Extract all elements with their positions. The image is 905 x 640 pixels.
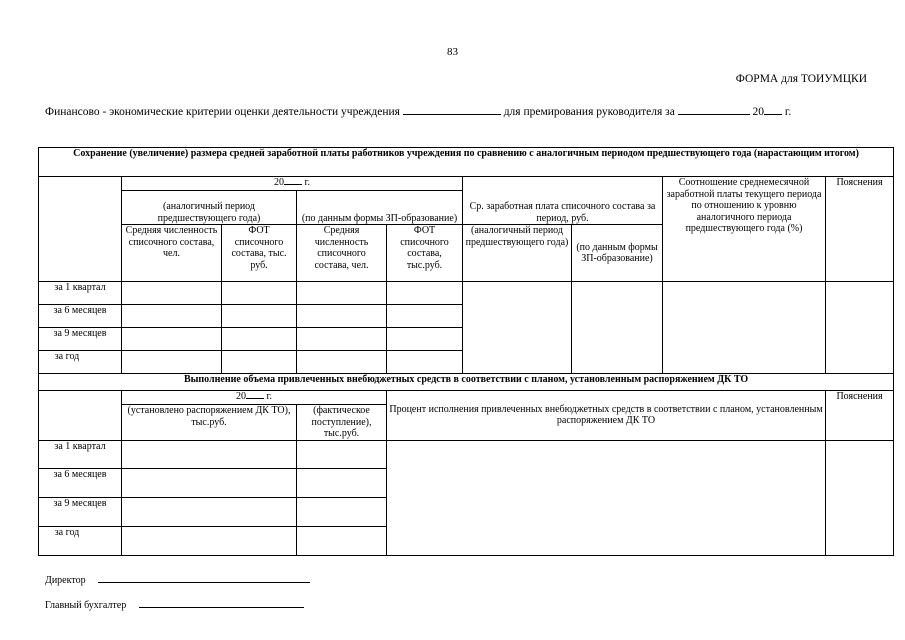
year-suffix: г. [304,177,310,188]
row-label-6m: за 6 месяцев [39,305,122,328]
input-cell[interactable] [222,351,297,374]
input-cell[interactable] [122,282,222,305]
col-notes: Пояснения [826,177,894,282]
row-label-q1-2: за 1 квартал [39,440,122,468]
institution-blank[interactable] [403,104,501,115]
subtitle-part2: для премирования руководителя за [503,106,675,118]
input-cell[interactable] [222,282,297,305]
row-label-header-cell-2 [39,391,122,441]
col-notes-2: Пояснения [826,391,894,441]
year-suffix-2: г. [266,391,272,402]
input-cell[interactable] [826,282,894,374]
col-actual: (фактическое поступление), тыс.руб. [297,405,387,441]
input-cell[interactable] [663,282,826,374]
form-subtitle [45,104,791,118]
input-cell[interactable] [122,305,222,328]
input-cell[interactable] [297,328,387,351]
col-percent: Процент исполнения привлеченных внебюджетных средств в соответствии с планом, установленным распоряжением ДК ТО [387,391,826,441]
row-label-q1: за 1 квартал [39,282,122,305]
subtitle-year-suffix: г. [784,106,792,118]
year-blank[interactable] [764,104,782,115]
year-label-2: 20 [236,391,246,402]
sub-avg-count-2: Средняя численность списочного состава, чел. [297,225,387,282]
page-number: 83 [447,46,458,58]
row-label-9m: за 9 месяцев [39,328,122,351]
input-cell[interactable] [297,468,387,497]
subtitle-part1: Финансово - экономические критерии оценки деятельности учреждения [45,106,400,118]
year-blank-1[interactable] [284,184,302,185]
sub-analog-period: (аналогичный период предшествующего года) [463,225,572,282]
chief-accountant-signature [45,600,304,611]
input-cell[interactable] [297,351,387,374]
row-label-9m-2: за 9 месяцев [39,497,122,526]
year-header [122,177,463,191]
section1-header: Сохранение (увеличение) размера средней заработной платы работников учреждения по сравнению с аналогичным периодом предшествующего года (нарастающим итогом) [39,148,894,177]
sub-fot-2: ФОТ списочного состава, тыс.руб. [387,225,463,282]
chief-accountant-label: Главный бухгалтер [45,600,127,611]
form-title: ФОРМА для ТОИУМЦКИ [735,73,867,85]
input-cell[interactable] [122,351,222,374]
input-cell[interactable] [826,440,894,555]
year-blank-2[interactable] [246,398,264,399]
input-cell[interactable] [222,305,297,328]
row-label-header-cell [39,177,122,282]
input-cell[interactable] [572,282,663,374]
year-header-2 [122,391,387,405]
row-label-year-2: за год [39,526,122,555]
director-label: Директор [45,575,86,586]
input-cell[interactable] [387,305,463,328]
sub-avg-count-1: Средняя численность списочного состава, чел. [122,225,222,282]
input-cell[interactable] [387,440,826,555]
input-cell[interactable] [463,282,572,374]
salary-table [38,147,894,556]
director-signature-line[interactable] [98,582,310,583]
input-cell[interactable] [122,468,297,497]
input-cell[interactable] [297,282,387,305]
input-cell[interactable] [297,440,387,468]
section2-header: Выполнение объема привлеченных внебюджетных средств в соответствии с планом, установленным распоряжением ДК ТО [39,374,894,391]
input-cell[interactable] [122,328,222,351]
input-cell[interactable] [122,526,297,555]
chief-accountant-signature-line[interactable] [139,607,304,608]
input-cell[interactable] [387,351,463,374]
row-label-6m-2: за 6 месяцев [39,468,122,497]
input-cell[interactable] [222,328,297,351]
col-zp: (по данным формы ЗП-образование) [297,191,463,225]
row-label-year: за год [39,351,122,374]
col-ratio: Соотношение среднемесячной заработной платы текущего периода по отношению к уровню аналогичного периода предшествующего года (%) [663,177,826,282]
input-cell[interactable] [387,328,463,351]
sub-zp-data: (по данным формы ЗП-образование) [572,225,663,282]
input-cell[interactable] [122,497,297,526]
input-cell[interactable] [297,526,387,555]
director-signature [45,575,310,586]
year-label: 20 [274,177,284,188]
col-avg-salary: Ср. заработная плата списочного состава за период, руб. [463,177,663,225]
input-cell[interactable] [122,440,297,468]
subtitle-year: 20 [752,106,765,118]
sub-fot-1: ФОТ списочного состава, тыс. руб. [222,225,297,282]
col-established: (установлено распоряжением ДК ТО), тыс.руб. [122,405,297,441]
period-blank[interactable] [678,104,750,115]
col-analog: (аналогичный период предшествующего года) [122,191,297,225]
input-cell[interactable] [297,497,387,526]
input-cell[interactable] [297,305,387,328]
input-cell[interactable] [387,282,463,305]
